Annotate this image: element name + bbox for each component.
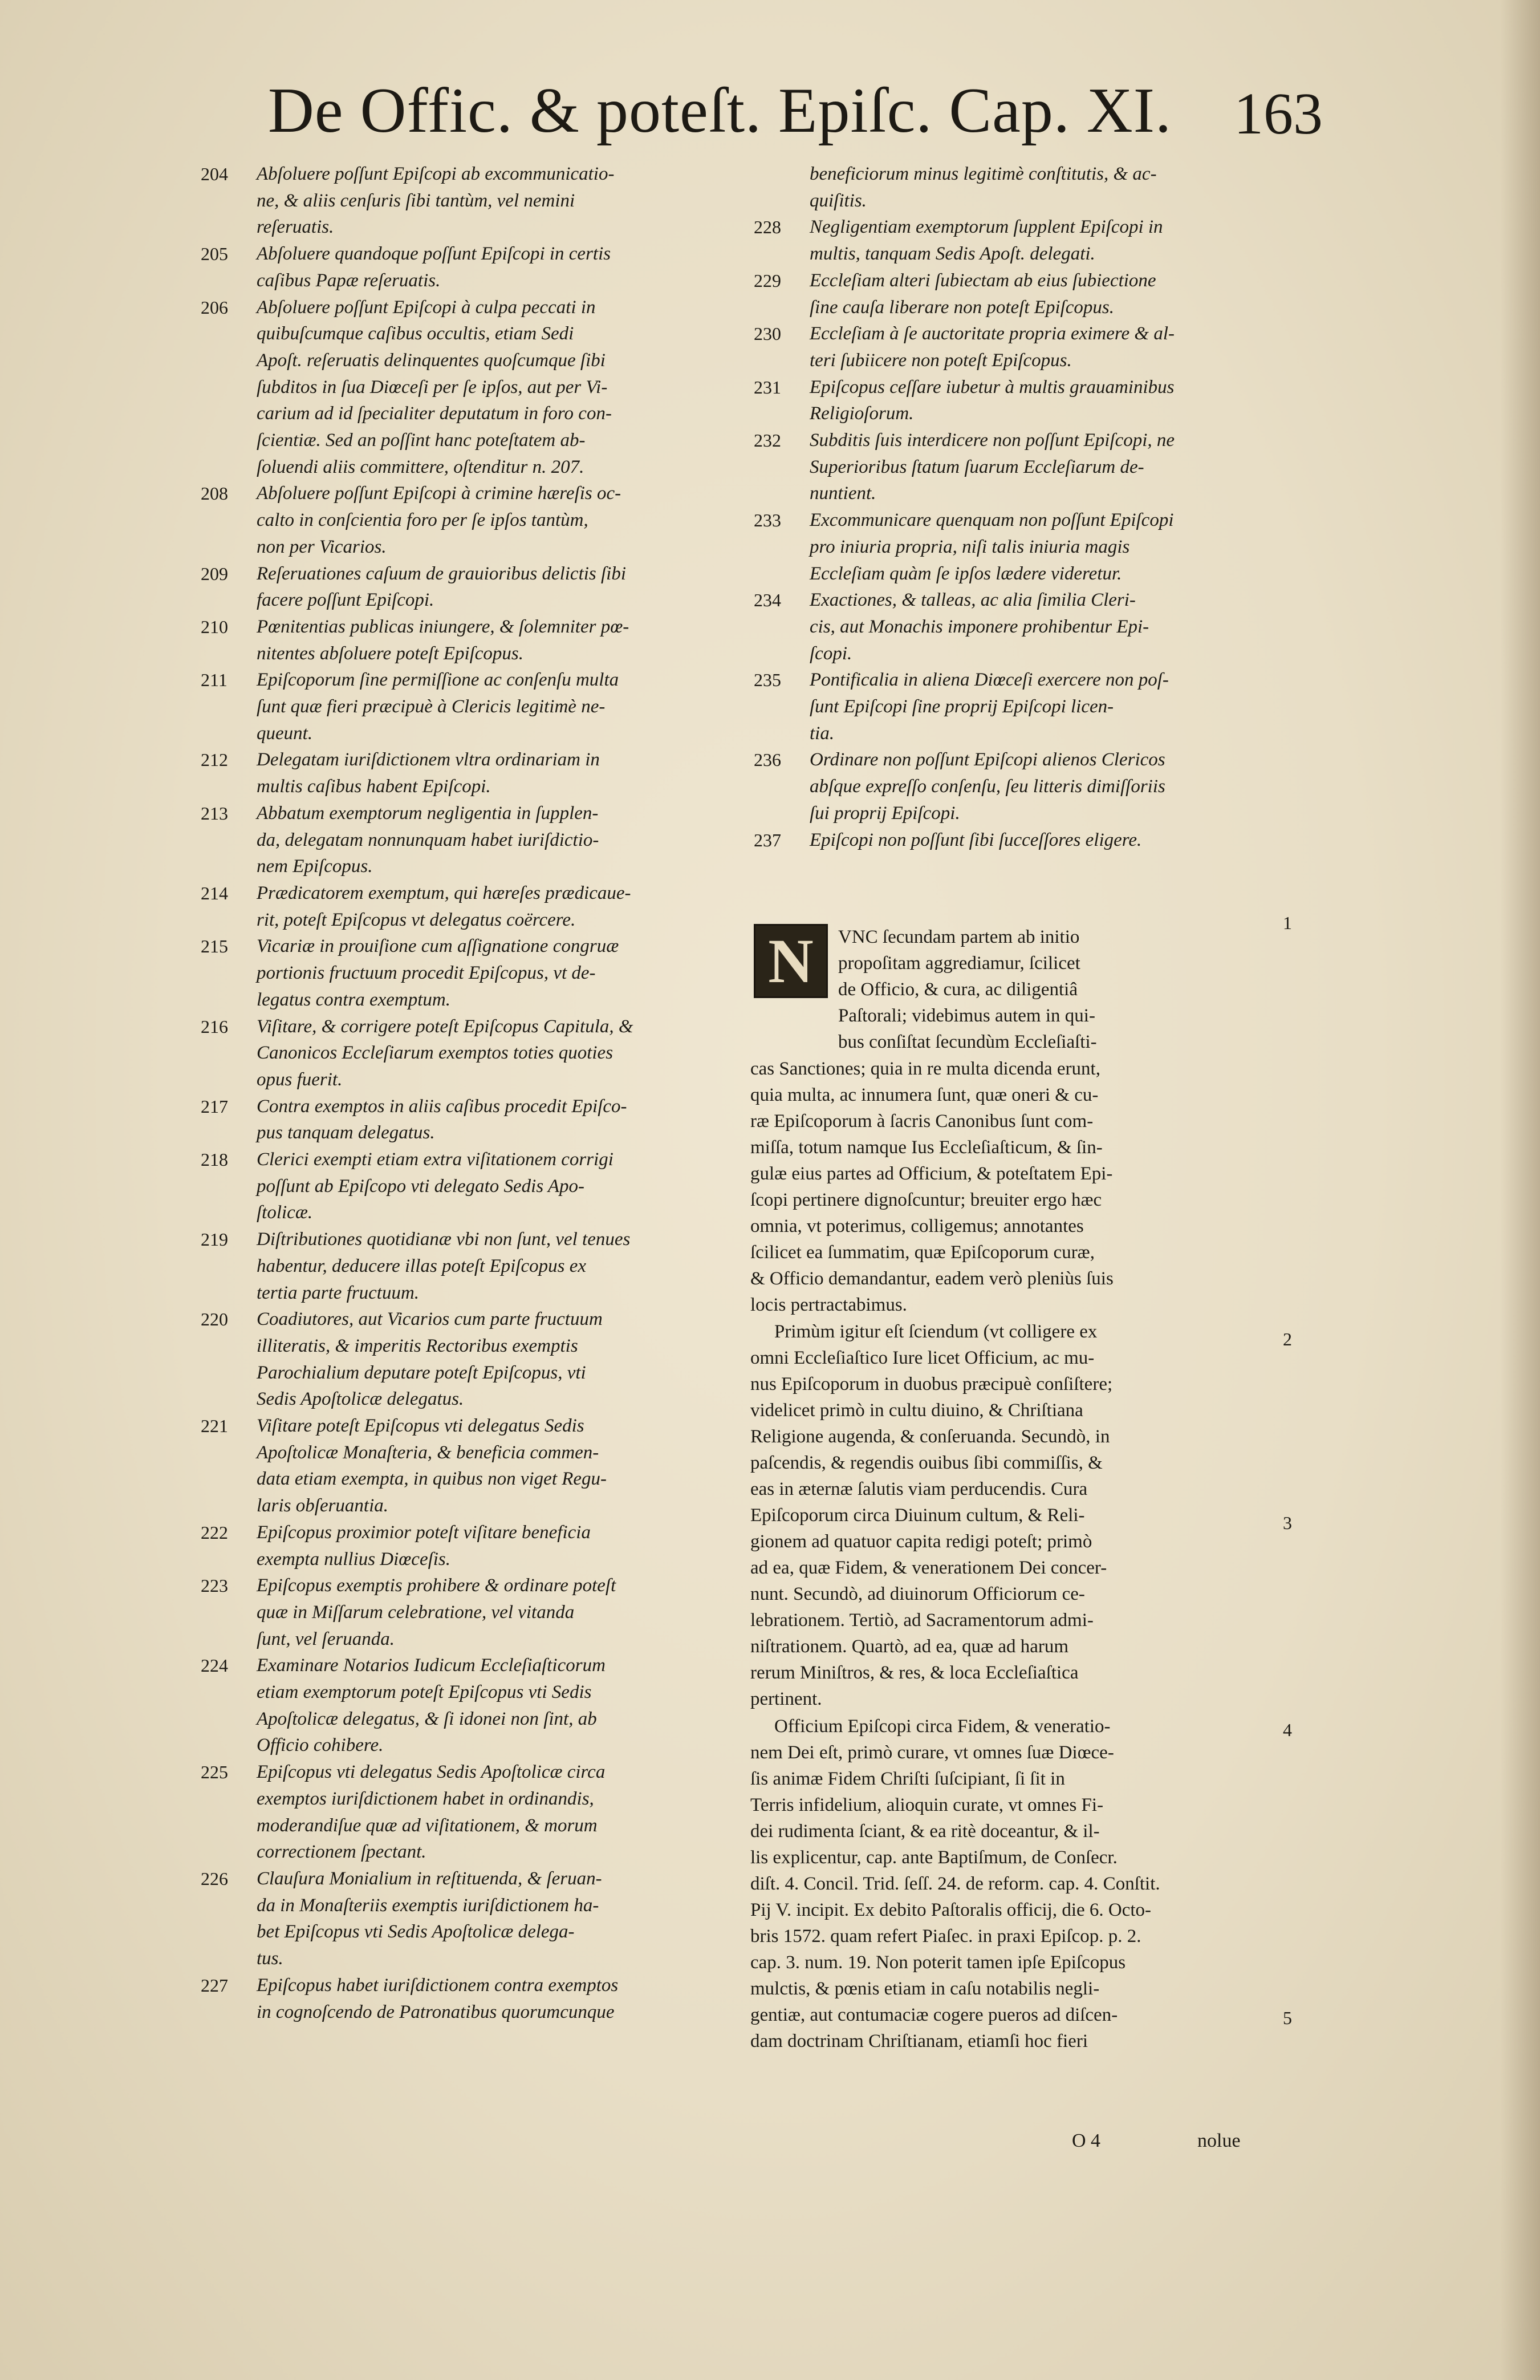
index-entry: [194, 1972, 764, 2025]
index-entry: [747, 321, 1283, 374]
index-entry: [194, 1306, 764, 1413]
index-entry: [194, 614, 764, 667]
index-entry-number: 210: [201, 616, 228, 637]
signature-mark: O 4: [1072, 2130, 1101, 2151]
index-entry: [194, 480, 764, 560]
index-entry: [747, 214, 1283, 267]
index-entry-number: 233: [754, 510, 781, 531]
page-number: 163: [1234, 81, 1323, 147]
running-title: De Offic. & poteſt. Epiſc. Cap. XI.: [268, 75, 1172, 146]
index-entry-number: 213: [201, 802, 228, 824]
body-para3: Officium Epiſcopi circa Fidem, & veneratio- nem Dei eſt, primò curare, vt omnes ſuæ Diœce- ſis animæ Fidem Chriſti ſuſcipiant, ſi ſit in Terris infidelium, alioquin curate, vt omnes Fi- dei rudimenta ſciant, & ea ritè doceantur, & il- lis explicentur, cap. ante Baptiſmum, de Conſecr. diſt. 4. Concil. Trid. ſeſſ. 24. de reform. cap. 4. Conſtit. Pij V. incipit. Ex debito Paſtoralis officij, die 6. Octo- bris 1572. quam refert Piaſec. in praxi Epiſcop. p. 2. cap. 3. num. 19. Non poterit tamen ipſe Epiſcopus mulctis, & pœnis etiam in caſu notabilis negli- gentiæ, aut contumaciæ cogere pueros ad diſcen- dam doctrinam Chriſtianam, etiamſi hoc fieri: [750, 1716, 1160, 2051]
body-para1-intro: VNC ſecundam partem ab initio propoſitam aggrediamur, ſcilicet de Officio, & cura, ac diligentiâ Paſtorali; videbimus autem in qui- bus conſiſtat ſecundùm Eccleſiaſti-: [838, 927, 1097, 1052]
index-entry-number: 232: [754, 430, 781, 451]
index-entry: [194, 241, 764, 294]
index-entry: [747, 507, 1283, 587]
index-entry-text: Excommunicare quenquam non poſſunt Epiſcopi pro iniuria propria, niſi talis iniuria magis Eccleſiam quàm ſe ipſos lædere videretur.: [810, 510, 1174, 584]
index-entry-text: Clerici exempti etiam extra viſitationem corrigi poſſunt ab Epiſcopo vti delegato Sedis Apo- ſtolicæ.: [257, 1149, 613, 1223]
index-entry-number: 222: [201, 1522, 228, 1543]
index-entry: [194, 747, 764, 800]
index-entry-number: 236: [754, 749, 781, 771]
index-entry-text: Subditis ſuis interdicere non poſſunt Epiſcopi, ne Superioribus ſtatum ſuarum Eccleſiarum de- nuntient.: [810, 430, 1175, 504]
index-entry-text: Epiſcopus habet iuriſdictionem contra exemptos in cognoſcendo de Patronatibus quorumcunque: [257, 1974, 619, 2022]
index-entry: [194, 1759, 764, 1866]
index-entry-text: Eccleſiam à ſe auctoritate propria eximere & al- teri ſubiicere non poteſt Epiſcopus.: [810, 323, 1175, 371]
index-entry: [194, 294, 764, 481]
index-entry-number: 216: [201, 1016, 228, 1037]
index-entry-text: Coadiutores, aut Vicarios cum parte fructuum illiteratis, & imperitis Rectoribus exemptis Parochialium deputare poteſt Epiſcopus, vti Sedis Apoſtolicæ delegatus.: [257, 1309, 603, 1410]
index-entry-number: 209: [201, 563, 228, 584]
index-entry-text: Epiſcopus ceſſare iubetur à multis grauaminibus Religioſorum.: [810, 376, 1175, 424]
margin-number: 5: [1283, 2008, 1292, 2028]
index-entry-text: Pœnitentias publicas iniungere, & ſolemniter pœ- nitentes abſoluere poteſt Epiſcopus.: [257, 616, 629, 664]
body-para2: Primùm igitur eſt ſciendum (vt colligere ex omni Eccleſiaſtico Iure licet Officium, ac mu- nus Epiſcoporum in duobus præcipuè conſiſtere; videlicet primò in cultu diuino, & Chriſtiana Religione augenda, & conſeruanda. Secundò, in paſcendis, & regendis ouibus ſibi commiſſis, & eas in æternæ ſalutis viam perducendis. Cura Epiſcoporum circa Diuinum cultum, & Reli- gionem ad quatuor capita redigi poteſt; primò ad ea, quæ Fidem, & venerationem Dei concer- nunt. Secundò, ad diuinorum Officiorum ce- lebrationem. Tertiò, ad Sacramentorum admi- niſtrationem. Quartò, ad ea, quæ ad harum rerum Miniſtros, & res, & loca Eccleſiaſtica pertinent.: [750, 1321, 1113, 1709]
index-entry: [194, 800, 764, 880]
index-entry: [747, 827, 1283, 854]
drop-cap-letter: N: [768, 926, 814, 996]
index-entry-number: 230: [754, 323, 781, 344]
index-entry: [194, 1013, 764, 1093]
body-para1-rest: cas Sanctiones; quia in re multa dicenda erunt, quia multa, ac innumera ſunt, quæ oneri & cu- ræ Epiſcoporum à ſacris Canonibus ſunt com- miſſa, totum namque Ius Eccleſiaſticum, & ſin- gulæ eius partes ad Officium, & poteſtatem Epi- ſcopi pertinere dignoſcuntur; breuiter ergo hæc omnia, vt poterimus, colligemus; annotantes ſcilicet ea ſummatim, quæ Epiſcoporum curæ, & Officio demandantur, eadem verò pleniùs ſuis locis pertractabimus.: [750, 1059, 1114, 1315]
index-entry: [194, 1146, 764, 1226]
index-entry-text: Eccleſiam alteri ſubiectam ab eius ſubiectione ſine cauſa liberare non poteſt Epiſcopus.: [810, 270, 1156, 318]
index-column-right: [747, 161, 1283, 853]
margin-number: 4: [1283, 1720, 1292, 1740]
index-entry-number: 220: [201, 1309, 228, 1330]
index-entry-number: 228: [754, 217, 781, 238]
index-entry: [194, 161, 764, 241]
index-entry-number: 231: [754, 376, 781, 398]
index-entry-text: Abſoluere poſſunt Epiſcopi ab excommunicatio- ne, & aliis cenſuris ſibi tantùm, vel nemini reſeruatis.: [257, 164, 615, 238]
index-entry: [747, 427, 1283, 507]
index-entry-number: 229: [754, 270, 781, 291]
index-entry: [194, 667, 764, 747]
index-entry: [747, 587, 1283, 667]
index-entry-number: 221: [201, 1416, 228, 1437]
index-entry-number: 224: [201, 1655, 228, 1676]
index-entry-text: Examinare Notarios Iudicum Eccleſiaſticorum etiam exemptorum poteſt Epiſcopus vti Sedis Apoſtolicæ delegatus, & ſi idonei non ſint, ab Officio cohibere.: [257, 1655, 606, 1756]
index-entry-number: 225: [201, 1762, 228, 1783]
index-entry-text: Abſoluere poſſunt Epiſcopi à crimine hæreſis oc- calto in conſcientia foro per ſe ipſos tantùm, non per Vicarios.: [257, 483, 621, 557]
index-entry-text: Epiſcopus proximior poteſt viſitare beneficia exempta nullius Diœceſis.: [257, 1522, 591, 1570]
catchword: nolue: [1197, 2130, 1241, 2151]
index-entry-number: 211: [201, 670, 227, 691]
index-entry-text: Epiſcopi non poſſunt ſibi ſucceſſores eligere.: [810, 829, 1142, 850]
index-entry-number: 204: [201, 164, 228, 184]
index-entry-text: Negligentiam exemptorum ſupplent Epiſcopi in multis, tanquam Sedis Apoſt. delegati.: [810, 217, 1163, 265]
index-entry-text: Abbatum exemptorum negligentia in ſupplen- da, delegatam nonnunquam habet iuriſdictio- nem Epiſcopus.: [257, 802, 599, 877]
index-entry-text: Vicariæ in prouiſione cum aſſignatione congruæ portionis fructuum procedit Epiſcopus, vt de- legatus contra exemptum.: [257, 936, 619, 1010]
index-entry-text: Epiſcopus vti delegatus Sedis Apoſtolicæ circa exemptos iuriſdictionem habet in ordinandis, moderandiſue quæ ad viſitationem, & morum correctionem ſpectant.: [257, 1762, 606, 1863]
index-entry-number: 206: [201, 297, 228, 318]
margin-number: 3: [1283, 1513, 1292, 1533]
index-entry-number: 227: [201, 1974, 228, 1996]
index-entry-number: 218: [201, 1149, 228, 1170]
index-entry: [747, 747, 1283, 826]
index-entry: [194, 1572, 764, 1652]
index-entry-number: 237: [754, 829, 781, 850]
drop-cap-initial: [754, 924, 828, 998]
index-entry-text: Viſitare, & corrigere poteſt Epiſcopus Capitula, & Canonicos Eccleſiarum exemptos toties quoties opus fuerit.: [257, 1016, 633, 1090]
index-entry-text: Diſtributiones quotidianæ vbi non ſunt, vel tenues habentur, deducere illas poteſt Epiſcopus ex tertia parte fructuum.: [257, 1229, 631, 1303]
page-header: [268, 74, 1323, 160]
index-entry-number: 219: [201, 1229, 228, 1250]
index-entry: [747, 374, 1283, 427]
index-entry-text: Contra exemptos in aliis caſibus procedit Epiſco- pus tanquam delegatus.: [257, 1096, 627, 1144]
index-entry-text: Clauſura Monialium in reſtituenda, & ſeruan- da in Monaſteriis exemptis iuriſdictionem ha- bet Epiſcopus vti Sedis Apoſtolicæ delega- tus.: [257, 1868, 602, 1969]
index-entry-text: Abſoluere poſſunt Epiſcopi à culpa peccati in quibuſcumque caſibus occultis, etiam Sedi Apoſt. reſeruatis delinquentes quoſcumque ſibi ſubditos in ſua Diœceſi per ſe ipſos, aut per Vi- carium ad id ſpecialiter deputatum in foro con- ſcientiæ. Sed an poſſint hanc poteſtatem ab- ſoluendi aliis committere, oſtenditur n. 207.: [257, 297, 612, 477]
index-entry-text: Exactiones, & talleas, ac alia ſimilia Cleri- cis, aut Monachis imponere prohibentur Epi- ſcopi.: [810, 590, 1149, 664]
index-entry-text: Viſitare poteſt Epiſcopus vti delegatus Sedis Apoſtolicæ Monaſteria, & beneficia commen- data etiam exempta, in quibus non viget Regu- laris obſeruantia.: [257, 1416, 607, 1517]
index-entry: [194, 1519, 764, 1572]
index-entry-text: Abſoluere quandoque poſſunt Epiſcopi in certis caſibus Papæ reſeruatis.: [257, 244, 611, 291]
index-entry-number: 205: [201, 244, 228, 265]
index-entry-text: Reſeruationes caſuum de grauioribus delictis ſibi facere poſſunt Epiſcopi.: [257, 563, 627, 611]
index-entry-number: 214: [201, 882, 228, 903]
index-entry-number: 234: [754, 590, 781, 611]
index-entry-text: Epiſcopus exemptis prohibere & ordinare poteſt quæ in Miſſarum celebratione, vel vitanda ſunt, vel ſeruanda.: [257, 1575, 616, 1649]
index-entry-text: beneficiorum minus legitimè conſtitutis, & ac- quiſitis.: [810, 164, 1157, 211]
index-entry: [194, 1413, 764, 1519]
index-entry: [194, 561, 764, 614]
index-entry-number: 215: [201, 936, 228, 957]
index-entry: [747, 267, 1283, 321]
index-entry-text: Ordinare non poſſunt Epiſcopi alienos Clericos abſque expreſſo conſenſu, ſeu litteris dimiſſoriis ſui proprij Epiſcopi.: [810, 749, 1165, 824]
index-entry: [194, 1866, 764, 1972]
index-entry-text: Pontificalia in aliena Diœceſi exercere non poſ- ſunt Epiſcopi ſine proprij Epiſcopi licen- tia.: [810, 670, 1169, 744]
index-entry-text: Delegatam iuriſdictionem vltra ordinariam in multis caſibus habent Epiſcopi.: [257, 749, 600, 797]
margin-number: 1: [1283, 913, 1292, 933]
index-entry: [194, 1093, 764, 1146]
index-entry-text: Epiſcoporum ſine permiſſione ac conſenſu multa ſunt quæ fieri præcipuè à Clericis legitimè ne- queunt.: [257, 670, 619, 744]
page-edge-shadow: [1500, 0, 1540, 2380]
index-entry: [194, 1226, 764, 1306]
index-entry-number: 235: [754, 670, 781, 691]
index-entry-number: 226: [201, 1868, 228, 1889]
index-entry: [194, 933, 764, 1013]
margin-number: 2: [1283, 1329, 1292, 1349]
index-entry: [747, 667, 1283, 747]
index-entry-number: 212: [201, 749, 228, 771]
index-column-left: [194, 161, 764, 2025]
index-entry-number: 217: [201, 1096, 228, 1117]
index-entry: [194, 1652, 764, 1759]
index-entry-number: 208: [201, 483, 228, 504]
index-entry-text: Prædicatorem exemptum, qui hæreſes prædicaue- rit, poteſt Epiſcopus vt delegatus coërcere.: [257, 882, 631, 930]
index-entry-number: 223: [201, 1575, 228, 1596]
index-entry-continuation: [747, 161, 1283, 214]
index-entry: [194, 880, 764, 933]
